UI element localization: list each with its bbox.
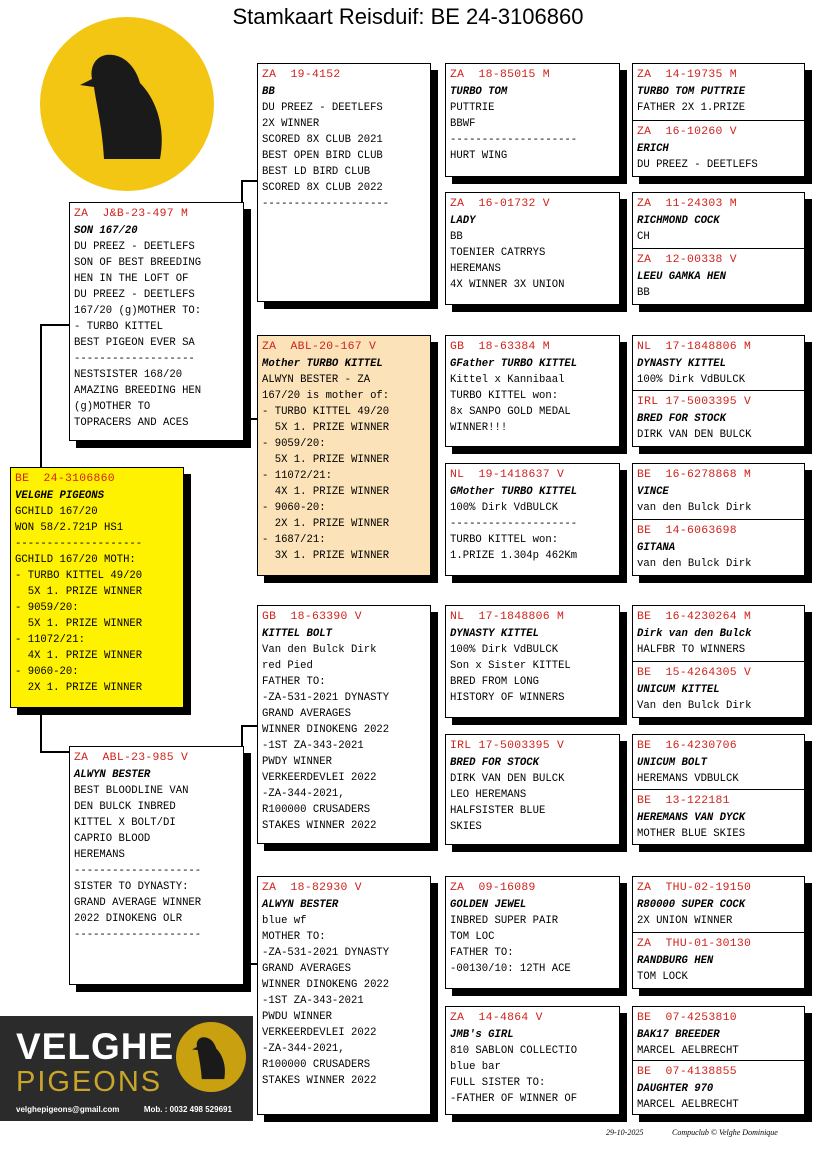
pedigree-line: --------------------	[262, 198, 390, 210]
pedigree-line: TURBO KITTEL won:	[450, 534, 559, 546]
pedigree-line: R100000 CRUSADERS	[262, 804, 371, 816]
ring-number: ZA J&B-23-497 M	[74, 208, 189, 220]
brand-email[interactable]: velghepigeons@gmail.com	[16, 1105, 120, 1114]
pedigree-line: CAPRIO BLOOD	[74, 833, 151, 845]
pedigree-line: BRED FROM LONG	[450, 676, 540, 688]
gen5-dam-section	[633, 789, 804, 844]
pigeon-name: GFather TURBO KITTEL	[450, 358, 578, 370]
pedigree-line: VERKEERDEVLEI 2022	[262, 1027, 377, 1039]
card-lines	[637, 1081, 799, 1113]
pigeon-name: UNICUM BOLT	[637, 757, 707, 769]
pigeon-name: KITTEL BOLT	[262, 628, 332, 640]
brand-name-top: VELGHE	[16, 1026, 175, 1067]
pedigree-line: HISTORY OF WINNERS	[450, 692, 565, 704]
gen5-pair-card[interactable]	[632, 734, 805, 845]
pedigree-line: WINNER!!!	[450, 422, 508, 434]
great-grandparent-card[interactable]	[445, 876, 620, 989]
ring-number: BE 16-4230706	[637, 740, 737, 752]
pedigree-line: GCHILD 167/20	[15, 506, 98, 518]
pedigree-line: blue wf	[262, 915, 307, 927]
pedigree-line: 5X 1. PRIZE WINNER	[15, 586, 143, 598]
pigeon-name: RICHMOND COCK	[637, 215, 720, 227]
pedigree-line: -ZA-344-2021,	[262, 788, 345, 800]
pedigree-line: - TURBO KITTEL 49/20	[15, 570, 143, 582]
pedigree-line: 810 SABLON COLLECTIO	[450, 1045, 578, 1057]
pedigree-line: 2X WINNER	[262, 118, 320, 130]
brand-name-bottom: PIGEONS	[16, 1066, 163, 1098]
pedigree-line: PWDY WINNER	[262, 756, 332, 768]
card-lines	[450, 84, 614, 164]
granddam-maternal-card[interactable]	[257, 876, 431, 1115]
card-lines	[15, 488, 178, 696]
pigeon-head-icon	[176, 1022, 246, 1092]
card-lines	[637, 269, 799, 301]
pedigree-line: BEST OPEN BIRD CLUB	[262, 150, 383, 162]
pedigree-line: -FATHER OF WINNER OF	[450, 1093, 578, 1105]
card-lines	[262, 626, 425, 834]
pedigree-line: AMAZING BREEDING HEN	[74, 385, 202, 397]
brand-phone: Mob. : 0032 498 529691	[143, 1105, 232, 1114]
pedigree-line: --------------------	[74, 865, 202, 877]
ring-number: ZA THU-02-19150	[637, 882, 752, 894]
brand-logo	[176, 1022, 246, 1092]
pedigree-line: MARCEL AELBRECHT	[637, 1045, 739, 1057]
pedigree-line: GRAND AVERAGE WINNER	[74, 897, 202, 909]
pedigree-line: STAKES WINNER 2022	[262, 1075, 377, 1087]
pedigree-line: BEST LD BIRD CLUB	[262, 166, 371, 178]
sire-card[interactable]	[69, 202, 244, 441]
card-lines	[637, 356, 799, 388]
pedigree-line: 3X 1. PRIZE WINNER	[262, 550, 390, 562]
card-lines	[450, 356, 614, 436]
footer-credit: Compuclub © Velghe Dominique	[672, 1128, 778, 1137]
pedigree-line: 2022 DINOKENG OLR	[74, 913, 183, 925]
pedigree-line: -------------------	[74, 353, 195, 365]
pedigree-line: VERKEERDEVLEI 2022	[262, 772, 377, 784]
pedigree-line: van den Bulck Dirk	[637, 558, 752, 570]
card-lines	[637, 682, 799, 714]
grandsire-maternal-card[interactable]	[257, 605, 431, 844]
pedigree-line: van den Bulck Dirk	[637, 502, 752, 514]
ring-number: BE 24-3106860	[15, 473, 115, 485]
pigeon-name: GOLDEN JEWEL	[450, 899, 527, 911]
gen5-dam-section	[633, 390, 804, 446]
connector	[241, 725, 257, 727]
ring-number: ZA 18-85015 M	[450, 69, 550, 81]
card-lines	[637, 213, 799, 245]
pedigree-line: SCORED 8X CLUB 2022	[262, 182, 383, 194]
great-grandparent-card[interactable]	[445, 63, 620, 177]
pedigree-line: FATHER TO:	[262, 676, 326, 688]
pedigree-line: KITTEL X BOLT/DI	[74, 817, 176, 829]
pedigree-line: ALWYN BESTER - ZA	[262, 374, 371, 386]
grandsire-paternal-card[interactable]	[257, 63, 431, 302]
gen5-pair-card[interactable]	[632, 463, 805, 576]
pedigree-line: 167/20 is mother of:	[262, 390, 390, 402]
pedigree-line: - 11072/21:	[15, 634, 85, 646]
pedigree-line: - 9059/20:	[262, 438, 326, 450]
pedigree-line: SCORED 8X CLUB 2021	[262, 134, 383, 146]
pigeon-name: VELGHE PIGEONS	[15, 490, 105, 502]
pedigree-line: PUTTRIE	[450, 102, 495, 114]
pedigree-line: DIRK VAN DEN BULCK	[637, 429, 752, 441]
ring-number: NL 19-1418637 V	[450, 469, 565, 481]
pedigree-line: -ZA-531-2021 DYNASTY	[262, 947, 390, 959]
gen5-dam-section	[633, 932, 804, 988]
card-lines	[637, 84, 799, 116]
card-lines	[262, 84, 425, 212]
pedigree-line: 5X 1. PRIZE WINNER	[262, 454, 390, 466]
pigeon-name: ERICH	[637, 143, 669, 155]
pigeon-name: DYNASTY KITTEL	[637, 358, 727, 370]
gen5-pair-card[interactable]	[632, 1006, 805, 1115]
pedigree-line: TURBO KITTEL won:	[450, 390, 559, 402]
pedigree-line: --------------------	[450, 518, 578, 530]
pedigree-line: --------------------	[450, 134, 578, 146]
pedigree-line: -1ST ZA-343-2021	[262, 995, 364, 1007]
pedigree-line: BB	[637, 287, 650, 299]
gen5-dam-section	[633, 519, 804, 575]
ring-number: ZA 19-4152	[262, 69, 341, 81]
pedigree-line: - TURBO KITTEL	[74, 321, 164, 333]
page-title: Stamkaart Reisduif: BE 24-3106860	[232, 4, 584, 29]
gen5-pair-card[interactable]	[632, 876, 805, 989]
gen5-pair-card[interactable]	[632, 192, 805, 305]
ring-number: ZA ABL-23-985 V	[74, 752, 189, 764]
ring-number: IRL 17-5003395 V	[450, 740, 565, 752]
pigeon-name: GMother TURBO KITTEL	[450, 486, 578, 498]
pigeon-name: TURBO TOM	[450, 86, 508, 98]
pigeon-name: BAK17 BREEDER	[637, 1029, 720, 1041]
card-lines	[637, 411, 799, 443]
pedigree-line: SKIES	[450, 821, 482, 833]
brand-banner	[0, 1016, 253, 1121]
pedigree-line: CH	[637, 231, 650, 243]
pedigree-line: -ZA-531-2021 DYNASTY	[262, 692, 390, 704]
pedigree-line: --------------------	[15, 538, 143, 550]
pedigree-line: HEREMANS	[74, 849, 125, 861]
connector	[241, 180, 257, 182]
pedigree-line: 167/20 (g)MOTHER TO:	[74, 305, 202, 317]
pedigree-line: -ZA-344-2021,	[262, 1043, 345, 1055]
pedigree-line: - 1687/21:	[262, 534, 326, 546]
pedigree-line: DIRK VAN DEN BULCK	[450, 773, 565, 785]
pedigree-line: WINNER DINOKENG 2022	[262, 979, 390, 991]
pigeon-name: DYNASTY KITTEL	[450, 628, 540, 640]
ring-number: IRL 17-5003395 V	[637, 396, 752, 408]
pedigree-line: BB	[450, 231, 463, 243]
card-lines	[262, 356, 425, 564]
pedigree-line: SON OF BEST BREEDING	[74, 257, 202, 269]
pedigree-line: 4X WINNER 3X UNION	[450, 279, 565, 291]
ring-number: GB 18-63390 V	[262, 611, 362, 623]
gen5-dam-section	[633, 248, 804, 304]
pedigree-line: HEN IN THE LOFT OF	[74, 273, 189, 285]
brand-contact	[16, 1105, 232, 1114]
card-lines	[637, 626, 799, 658]
pigeon-name: ALWYN BESTER	[262, 899, 339, 911]
pigeon-name: SON 167/20	[74, 225, 138, 237]
gen5-pair-card[interactable]	[632, 63, 805, 177]
ring-number: ZA ABL-20-167 V	[262, 341, 377, 353]
ring-number: ZA 14-19735 M	[637, 69, 737, 81]
pedigree-line: WINNER DINOKENG 2022	[262, 724, 390, 736]
card-lines	[637, 755, 799, 787]
ring-number: ZA 16-01732 V	[450, 198, 550, 210]
pedigree-line: DU PREEZ - DEETLEFS	[262, 102, 383, 114]
pedigree-line: 2X 1. PRIZE WINNER	[15, 682, 143, 694]
pedigree-line: HURT WING	[450, 150, 508, 162]
pigeon-name: LADY	[450, 215, 476, 227]
ring-number: BE 15-4264305 V	[637, 667, 752, 679]
card-lines	[637, 1027, 799, 1059]
pedigree-line: BEST PIGEON EVER SA	[74, 337, 195, 349]
card-lines	[450, 1027, 614, 1107]
ring-number: ZA THU-01-30130	[637, 938, 752, 950]
pedigree-line: 2X 1. PRIZE WINNER	[262, 518, 390, 530]
card-lines	[262, 897, 425, 1089]
pigeon-name: BRED FOR STOCK	[637, 413, 727, 425]
ring-number: GB 18-63384 M	[450, 341, 550, 353]
card-lines	[450, 897, 614, 977]
pedigree-line: TOM LOC	[450, 931, 495, 943]
card-lines	[637, 484, 799, 516]
pedigree-line: TOENIER CATRRYS	[450, 247, 546, 259]
card-lines	[637, 540, 799, 572]
ring-number: ZA 18-82930 V	[262, 882, 362, 894]
ring-number: BE 16-6278868 M	[637, 469, 752, 481]
great-grandparent-card[interactable]	[445, 335, 620, 447]
pedigree-line: TOPRACERS AND ACES	[74, 417, 189, 429]
pedigree-line: - 11072/21:	[262, 470, 332, 482]
pedigree-line: (g)MOTHER TO	[74, 401, 151, 413]
pigeon-name: Mother TURBO KITTEL	[262, 358, 383, 370]
footer-date: 29-10-2025	[606, 1128, 644, 1137]
pedigree-line: BEST BLOODLINE VAN	[74, 785, 189, 797]
gen5-pair-card[interactable]	[632, 335, 805, 447]
card-lines	[637, 810, 799, 842]
pedigree-line: 4X 1. PRIZE WINNER	[262, 486, 390, 498]
gen5-dam-section	[633, 120, 804, 176]
pedigree-line: MOTHER TO:	[262, 931, 326, 943]
logo	[40, 17, 214, 191]
great-grandparent-card[interactable]	[445, 605, 620, 718]
card-lines	[450, 755, 614, 835]
pedigree-line: --------------------	[74, 929, 202, 941]
pigeon-name: BRED FOR STOCK	[450, 757, 540, 769]
pedigree-line: 100% Dirk VdBULCK	[637, 374, 746, 386]
connector	[40, 324, 70, 326]
pedigree-line: HEREMANS	[450, 263, 501, 275]
pedigree-line: R100000 CRUSADERS	[262, 1059, 371, 1071]
pigeon-name: Dirk van den Bulck	[637, 628, 752, 640]
ring-number: ZA 16-10260 V	[637, 126, 737, 138]
pedigree-line: - 9059/20:	[15, 602, 79, 614]
pedigree-line: HEREMANS VDBULCK	[637, 773, 739, 785]
pedigree-line: 5X 1. PRIZE WINNER	[15, 618, 143, 630]
pedigree-line: GRAND AVERAGES	[262, 708, 352, 720]
subject-card[interactable]	[10, 467, 184, 708]
pedigree-line: WON 58/2.721P HS1	[15, 522, 124, 534]
pedigree-line: GCHILD 167/20 MOTH:	[15, 554, 136, 566]
pigeon-name: RANDBURG HEN	[637, 955, 714, 967]
card-lines	[74, 223, 238, 431]
ring-number: BE 07-4253810	[637, 1012, 737, 1024]
pedigree-line: NESTSISTER 168/20	[74, 369, 183, 381]
pigeon-head-icon	[40, 17, 214, 191]
pedigree-line: DU PREEZ - DEETLEFS	[74, 241, 195, 253]
pedigree-line: 5X 1. PRIZE WINNER	[262, 422, 390, 434]
pedigree-line: -00130/10: 12TH ACE	[450, 963, 571, 975]
pedigree-line: BBWF	[450, 118, 476, 130]
pigeon-name: R80000 SUPER COCK	[637, 899, 746, 911]
ring-number: NL 17-1848806 M	[637, 341, 752, 353]
pedigree-line: Son x Sister KITTEL	[450, 660, 571, 672]
pigeon-name: HEREMANS VAN DYCK	[637, 812, 746, 824]
gen5-dam-section	[633, 661, 804, 717]
card-lines	[450, 626, 614, 706]
pedigree-line: LEO HEREMANS	[450, 789, 527, 801]
pedigree-line: INBRED SUPER PAIR	[450, 915, 559, 927]
pedigree-line: 100% Dirk VdBULCK	[450, 644, 559, 656]
pigeon-name: VINCE	[637, 486, 669, 498]
great-grandparent-card[interactable]	[445, 192, 620, 305]
pigeon-name: LEEU GAMKA HEN	[637, 271, 727, 283]
dam-card[interactable]	[69, 746, 244, 985]
pedigree-line: MOTHER BLUE SKIES	[637, 828, 746, 840]
pedigree-line: FATHER TO:	[450, 947, 514, 959]
pigeon-name: DAUGHTER 970	[637, 1083, 714, 1095]
card-lines	[637, 897, 799, 929]
pedigree-line: 2X UNION WINNER	[637, 915, 733, 927]
ring-number: NL 17-1848806 M	[450, 611, 565, 623]
card-lines	[450, 213, 614, 293]
pedigree-line: DU PREEZ - DEETLEFS	[637, 159, 758, 171]
pedigree-line: 100% Dirk VdBULCK	[450, 502, 559, 514]
pigeon-name: UNICUM KITTEL	[637, 684, 720, 696]
pedigree-line: FULL SISTER TO:	[450, 1077, 546, 1089]
pedigree-line: 1.PRIZE 1.304p 462Km	[450, 550, 578, 562]
pedigree-line: HALFSISTER BLUE	[450, 805, 546, 817]
granddam-paternal-card[interactable]	[257, 335, 431, 576]
ring-number: BE 07-4138855	[637, 1066, 737, 1078]
pigeon-name: ALWYN BESTER	[74, 769, 151, 781]
pedigree-line: blue bar	[450, 1061, 501, 1073]
pedigree-line: STAKES WINNER 2022	[262, 820, 377, 832]
pedigree-line: SISTER TO DYNASTY:	[74, 881, 189, 893]
ring-number: ZA 14-4864 V	[450, 1012, 543, 1024]
gen5-pair-card[interactable]	[632, 605, 805, 718]
pedigree-line: 8x SANPO GOLD MEDAL	[450, 406, 571, 418]
pedigree-line: MARCEL AELBRECHT	[637, 1099, 739, 1111]
pedigree-line: DU PREEZ - DEETLEFS	[74, 289, 195, 301]
pedigree-line: GRAND AVERAGES	[262, 963, 352, 975]
great-grandparent-card[interactable]	[445, 463, 620, 576]
ring-number: BE 16-4230264 M	[637, 611, 752, 623]
card-lines	[637, 953, 799, 985]
card-lines	[637, 141, 799, 173]
card-lines	[450, 484, 614, 564]
great-grandparent-card[interactable]	[445, 734, 620, 845]
pedigree-line: HALFBR TO WINNERS	[637, 644, 746, 656]
pedigree-line: DEN BULCK INBRED	[74, 801, 176, 813]
pedigree-line: Kittel x Kannibaal	[450, 374, 565, 386]
gen5-dam-section	[633, 1060, 804, 1114]
pigeon-name: BB	[262, 86, 275, 98]
pigeon-name: JMB's GIRL	[450, 1029, 514, 1041]
pedigree-line: red Pied	[262, 660, 313, 672]
ring-number: BE 13-122181	[637, 795, 730, 807]
ring-number: BE 14-6063698	[637, 525, 737, 537]
pedigree-line: FATHER 2X 1.PRIZE	[637, 102, 746, 114]
pedigree-line: TOM LOCK	[637, 971, 688, 983]
pigeon-name: GITANA	[637, 542, 676, 554]
pedigree-line: PWDU WINNER	[262, 1011, 332, 1023]
pedigree-line: -1ST ZA-343-2021	[262, 740, 364, 752]
card-lines	[74, 767, 238, 943]
pigeon-name: TURBO TOM PUTTRIE	[637, 86, 746, 98]
pedigree-line: Van den Bulck Dirk	[262, 644, 377, 656]
connector	[40, 751, 70, 753]
pedigree-line: Van den Bulck Dirk	[637, 700, 752, 712]
pedigree-line: - TURBO KITTEL 49/20	[262, 406, 390, 418]
ring-number: ZA 12-00338 V	[637, 254, 737, 266]
great-grandparent-card[interactable]	[445, 1006, 620, 1115]
pedigree-line: - 9060-20:	[262, 502, 326, 514]
ring-number: ZA 09-16089	[450, 882, 536, 894]
pedigree-line: - 9060-20:	[15, 666, 79, 678]
ring-number: ZA 11-24303 M	[637, 198, 737, 210]
pedigree-line: 4X 1. PRIZE WINNER	[15, 650, 143, 662]
